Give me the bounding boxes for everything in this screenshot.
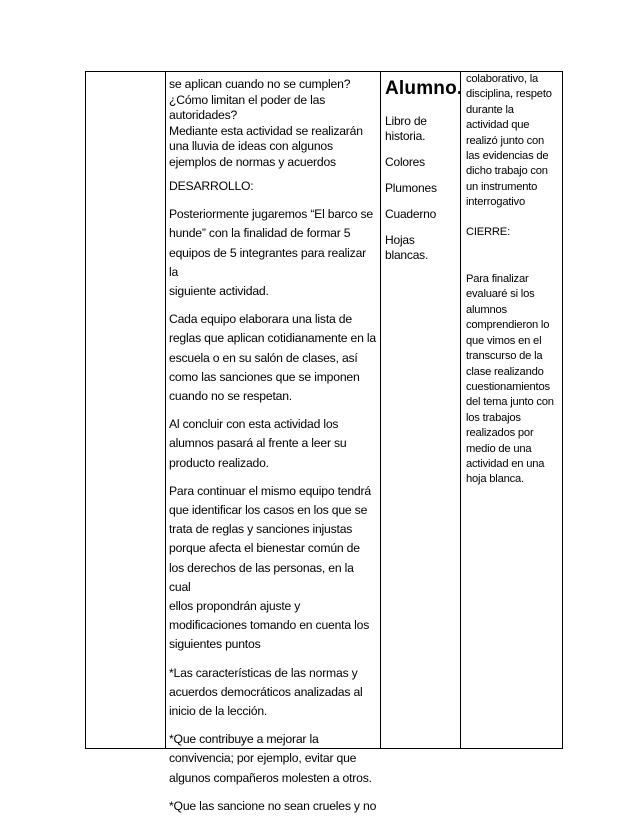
intro-paragraph xyxy=(169,77,378,170)
text-line: comprendieron lo xyxy=(466,319,550,332)
text-line: que identificar los casos en los que se xyxy=(169,503,368,518)
text-line: producto realizado. xyxy=(169,455,269,470)
text-line: Posteriormente jugaremos “El barco se xyxy=(169,207,373,222)
text-line: inicio de la lección. xyxy=(169,704,268,719)
text-line: Para continuar el mismo equipo tendrá xyxy=(169,483,371,498)
text-line: clase realizando xyxy=(466,365,544,378)
text-line: ellos propondrán ajuste y xyxy=(169,599,301,614)
text-line: *Que las sancione no sean crueles y no xyxy=(169,798,377,813)
text-line: los derechos de las personas, en la cual xyxy=(169,560,354,594)
text-line: equipos de 5 integrantes para realizar la xyxy=(169,245,367,279)
text-line: que vimos en el xyxy=(466,334,542,347)
text-line: cuando no se respetan. xyxy=(169,389,292,404)
section-heading-cierre xyxy=(466,225,563,240)
text-line: *Las características de las normas y xyxy=(169,665,358,680)
text-line: ejemplos de normas y acuerdos xyxy=(169,154,336,169)
activities-column xyxy=(166,72,380,813)
text-line: del tema junto con xyxy=(466,396,554,409)
text-line: convivencia; por ejemplo, evitar que xyxy=(169,751,357,766)
paragraph xyxy=(169,415,378,473)
text-line: se aplican cuando no se cumplen? xyxy=(169,77,351,91)
text-line: acuerdos democráticos analizadas al xyxy=(169,684,363,699)
text-line: porque afecta el bienestar común de xyxy=(169,541,360,556)
text-line: autoridades? xyxy=(169,108,238,122)
text-line: Hojas blancas. xyxy=(385,233,429,262)
material-item xyxy=(385,155,460,170)
evaluation-paragraph xyxy=(466,72,563,211)
paragraph xyxy=(169,797,378,816)
paragraph xyxy=(169,205,378,301)
text-line: una lluvia de ideas con algunos xyxy=(169,139,333,153)
text-line: realizó junto con xyxy=(466,134,545,147)
text-line: alumnos xyxy=(466,303,507,316)
text-line: actividad en una xyxy=(466,457,545,470)
text-line: siguientes puntos xyxy=(169,637,261,652)
text-line: medio de una xyxy=(466,442,532,455)
text-line: como las sanciones que se imponen xyxy=(169,369,360,384)
text-line: disciplina, respeto xyxy=(466,88,552,101)
text-line: *Que contribuye a mejorar la xyxy=(169,732,319,747)
text-line: hunde” con la finalidad de formar 5 xyxy=(169,226,351,241)
materials-heading xyxy=(385,78,463,100)
text-line: colaborativo, la xyxy=(466,73,539,85)
text-line: los trabajos xyxy=(466,411,521,424)
text-line: actividad que xyxy=(466,119,530,132)
text-line: Colores xyxy=(385,155,425,169)
text-line: Mediante esta actividad se realizarán xyxy=(169,123,363,138)
text-line: siguiente actividad. xyxy=(169,284,269,299)
text-line: historia. xyxy=(385,129,426,143)
lesson-plan-table xyxy=(85,71,563,813)
text-line: Plumones xyxy=(385,181,437,195)
material-item xyxy=(385,233,460,263)
text-line: hoja blanca. xyxy=(466,473,524,486)
heading-text: DESARROLLO: xyxy=(169,179,254,193)
materials-column xyxy=(381,72,463,748)
text-line: interrogativo xyxy=(466,196,525,209)
paragraph xyxy=(169,482,378,655)
text-line: realizados por xyxy=(466,427,534,440)
text-line: algunos compañeros molesten a otros. xyxy=(169,770,372,785)
material-item xyxy=(385,207,460,222)
text-line: alumnos pasará al frente a leer su xyxy=(169,436,347,451)
text-line: Para finalizar xyxy=(466,273,529,286)
text-line: dicho trabajo con xyxy=(466,165,548,178)
text-line: durante la xyxy=(466,103,514,116)
text-line: Cada equipo elaborara una lista de xyxy=(169,312,352,327)
paragraph xyxy=(169,664,378,722)
paragraph xyxy=(169,730,378,788)
text-line: trata de reglas y sanciones injustas xyxy=(169,522,353,537)
text-line: escuela o en su salón de clases, así xyxy=(169,350,358,365)
text-line: ¿Cómo limitan el poder de las xyxy=(169,92,326,107)
text-line: Cuaderno xyxy=(385,207,437,221)
heading-text: CIERRE: xyxy=(466,225,510,238)
text-line: modificaciones tomando en cuenta los xyxy=(169,618,370,633)
heading-text: Alumno. xyxy=(385,78,463,99)
section-heading-desarrollo xyxy=(169,177,378,196)
closing-paragraph xyxy=(466,272,563,488)
text-line: evaluaré si los xyxy=(466,288,535,301)
text-line: Libro de xyxy=(385,114,427,128)
text-line: Al concluir con esta actividad los xyxy=(169,417,339,432)
text-line: cuestionamientos xyxy=(466,380,550,393)
text-line: las evidencias de xyxy=(466,150,549,163)
evaluation-column xyxy=(461,72,563,748)
text-line: reglas que aplican cotidianamente en la xyxy=(169,331,376,346)
paragraph xyxy=(169,310,378,406)
text-line: transcurso de la xyxy=(466,350,543,363)
text-line: un instrumento xyxy=(466,180,538,193)
material-item xyxy=(385,181,460,196)
material-item xyxy=(385,114,460,144)
